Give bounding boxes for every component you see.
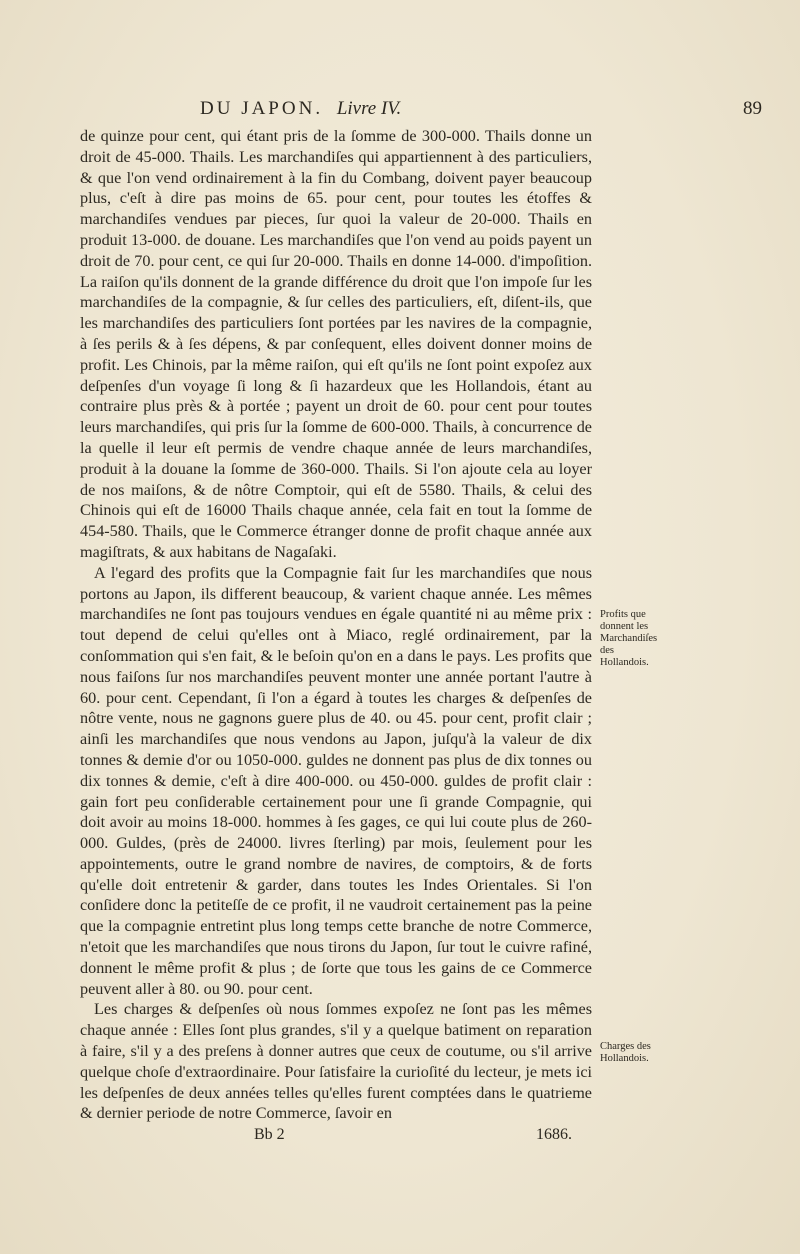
margin-note-profits: Profits que donnent les Marchandiſes des Hollandois. <box>600 609 658 668</box>
paragraph-1: de quinze pour cent, qui étant pris de la ſomme de 300-000. Thails donne un droit de 45-000. Thails. Les marchandiſes qui appartiennent à des particuliers, & que l'on vend ordinairement à la fin du Combang, doivent payer beaucoup plus, c'eſt à dire pas moins de 65. pour cent, pour toutes les étoffes & marchandiſes vendues par pieces, ſur quoi la valeur de 20-000. Thails en produit 13-000. de douane. Les marchandiſes que l'on vend au poids payent un droit de 70. pour cent, ce qui ſur 20-000. Thails en donne 14-000. d'impoſition. La raiſon qu'ils donnent de la grande différence du droit que l'on impoſe ſur les marchandiſes de la compagnie, & ſur celles des particuliers, eſt, diſent-ils, que les marchandiſes des particuliers ſont portées par les navires de la compagnie, à ſes perils & à ſes dépens, & par conſequent, elles doivent donner moins de profit. Les Chinois, par la même raiſon, qui eſt qu'ils ne ſont point expoſez aux deſpenſes d'un voyage ſi long & ſi hazardeux que les Hollandois, étant au contraire plus près & à portée ; payent un droit de 60. pour cent pour toutes leurs marchandiſes, qui pris ſur la ſomme de 600-000. Thails, à concurrence de la quelle il leur eſt permis de vendre chaque année de leurs marchandiſes, produit à la douane la ſomme de 360-000. Thails. Si l'on ajoute cela au loyer de nos maiſons, & de nôtre Comptoir, qui eſt de 5580. Thails, & celui des Chinois qui eſt de 16000 Thails chaque année, cela fait en tout la ſomme de 454-580. Thails, que le Commerce étranger donne de profit chaque année aux magiſtrats, & aux habitans de Nagaſaki. <box>80 127 592 561</box>
running-head-book: Livre IV. <box>336 98 402 119</box>
page-header <box>80 98 762 124</box>
paragraph-2: A l'egard des profits que la Compagnie fait ſur les marchandiſes que nous portons au Japon, ils different beaucoup, & varient chaque année. Les mêmes marchandiſes ne ſont pas toujours vendues en égale quantité ni au même prix : tout depend de celui qu'elles ont à Miaco, reglé ordinairement, par la conſommation qui s'en fait, & le beſoin qu'on en a dans le pays. Les profits que nous faiſons ſur nos marchandiſes peuvent monter une année portant l'autre à 60. pour cent. Cependant, ſi l'on a égard à toutes les charges & deſpenſes de nôtre vente, nous ne gagnons guere plus de 40. ou 45. pour cent, profit clair ; ainſi les marchandiſes que nous vendons au Japon, juſqu'à la valeur de dix tonnes & demie d'or ou 1050-000. guldes ne donnent pas plus de dix tonnes ou dix tonnes & demie, c'eſt à dire 400-000. ou 450-000. guldes de profit clair : gain fort peu conſiderable certainement pour une ſi grande Compagnie, qui doit avoir au moins 18-000. hommes à ſes gages, ce qui lui coute plus de 260-000. Guldes, (près de 24000. livres ſterling) par mois, ſeulement pour les appointements, outre le grand nombre de navires, de comptoirs, & de forts qu'elle doit entretenir & garder, dans toutes les Indes Orientales. Si l'on conſidere donc la petiteſſe de ce profit, il ne vaudroit certainement pas la peine que la compagnie entretint plus long temps cette branche de notre Commerce, n'etoit que les marchandiſes que nous tirons du Japon, ſur tout le cuivre rafiné, donnent le même profit & plus ; de ſorte que tous les gains de ce Commerce peuvent aller à 80. ou 90. pour cent. <box>80 563 592 998</box>
running-head <box>200 98 401 120</box>
running-head-title: DU JAPON. <box>200 98 324 119</box>
catchword: 1686. <box>536 1126 572 1143</box>
body-text <box>80 126 592 1124</box>
margin-note-charges: Charges des Hollandois. <box>600 1041 651 1064</box>
paragraph-3: Les charges & deſpenſes où nous ſommes expoſez ne ſont pas les mêmes chaque année : Elles ſont plus grandes, s'il y a quelque batiment on reparation à faire, s'il y a des preſens à donner autres que ceux de coutume, ou s'il arrive quelque choſe d'extraordinaire. Pour ſatisfaire la curioſité du lecteur, je mets ici les deſpenſes de deux années telles qu'elles furent comptées dans le quatrieme & dernier periode de notre Commerce, ſavoir en <box>80 1000 592 1123</box>
signature-mark: Bb 2 <box>254 1126 285 1143</box>
page-number: 89 <box>743 98 762 119</box>
